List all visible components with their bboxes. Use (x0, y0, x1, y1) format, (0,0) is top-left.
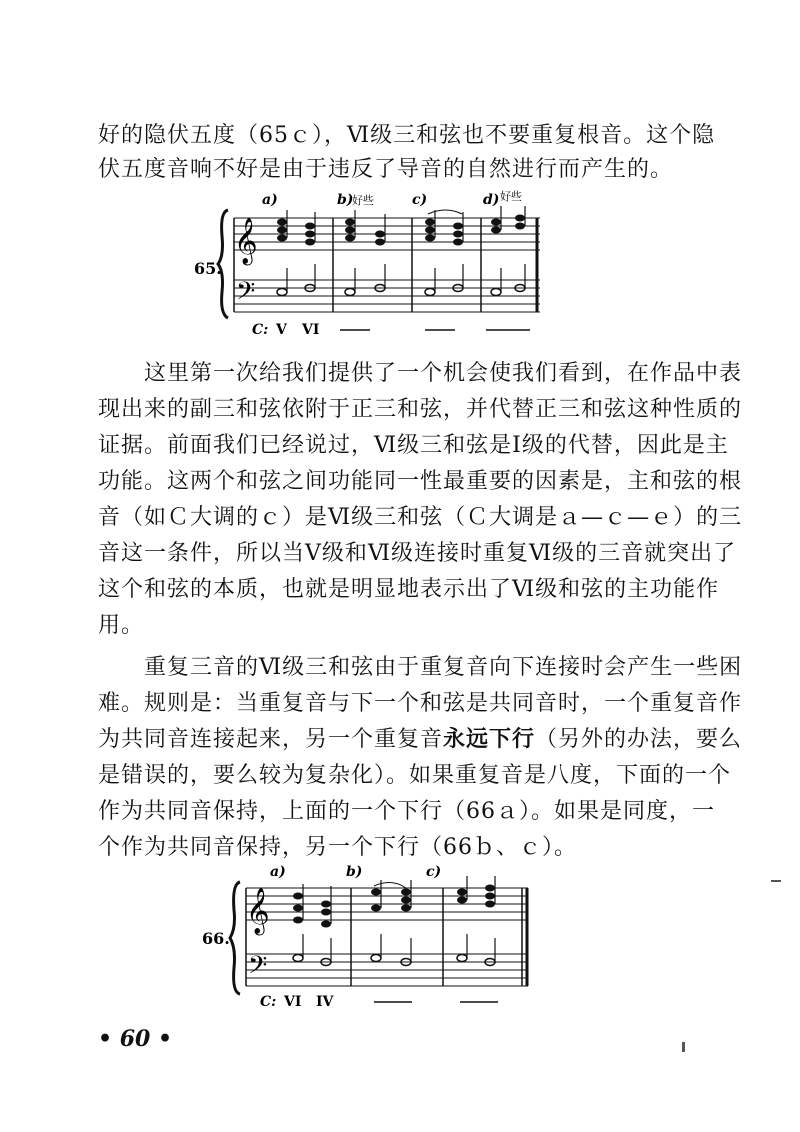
text-line: 好的隐伏五度（65ｃ），Ⅵ级三和弦也不要重复根音。这个隐 (98, 123, 716, 148)
bass-staff (246, 954, 528, 986)
ex66-roman-1: VI (284, 994, 302, 1010)
treble-notes (293, 885, 495, 928)
ex66-key: C: (260, 994, 277, 1010)
text-line: 音（如Ｃ大调的ｃ）是Ⅵ级三和弦（Ｃ大调是ａ—ｃ—ｅ）的三 (98, 505, 743, 530)
text-line: 伏五度音响不好是由于违反了导音的自然进行而产生的。 (98, 157, 674, 182)
ex65-annotation-d: 好些 (500, 190, 522, 203)
ex65-annotation-b: 好些 (352, 194, 374, 207)
ex65-label-a: a) (262, 192, 278, 208)
tie-icon (374, 882, 406, 888)
score-66 (198, 858, 538, 1018)
text-line: 功能。这两个和弦之间功能同一性最重要的因素是，主和弦的根 (98, 469, 743, 494)
ex66-roman-2: IV (316, 994, 334, 1010)
text-line: 这里第一次给我们提供了一个机会使我们看到，在作品中表 (144, 361, 743, 386)
text-line: 证据。前面我们已经说过，Ⅵ级三和弦是Ⅰ级的代替，因此是主 (98, 433, 729, 458)
scan-mark (771, 880, 781, 882)
text-line: 音这一条件，所以当Ⅴ级和Ⅵ级连接时重复Ⅵ级的三音就突出了 (98, 541, 737, 566)
text-span: 为共同音连接起来，另一个重复音 (98, 727, 444, 752)
page-number: • 60 • (98, 1026, 173, 1052)
ex66-label-b: b) (346, 864, 363, 880)
treble-clef-icon: 𝄞 (234, 218, 258, 264)
bass-stems (303, 934, 495, 962)
text-line: 是错误的，要么较为复杂化）。如果重复音是八度，下面的一个 (98, 763, 732, 788)
ex65-number: 65. (194, 259, 222, 278)
ex65-label-c: c) (412, 192, 428, 208)
text-line: 难。规则是：当重复音与下一个和弦是共同音时，一个重复音作 (98, 691, 743, 716)
ex65-key: C: (252, 322, 269, 338)
ex66-label-c: c) (426, 864, 442, 880)
text-line: 用。 (98, 613, 145, 638)
music-example-65 (190, 188, 560, 338)
text-span: （另外的办法，要么 (535, 727, 743, 752)
bass-clef-icon: 𝄢 (248, 951, 268, 986)
bass-notes (293, 955, 495, 966)
treble-stems (287, 206, 525, 242)
barlines (246, 888, 527, 986)
ex66-label-a: a) (270, 864, 286, 880)
ex66-number: 66. (202, 929, 230, 948)
scan-mark (682, 1042, 685, 1052)
score-65 (190, 188, 560, 338)
tie-icon (428, 210, 462, 214)
bass-notes (277, 285, 525, 296)
ex65-label-b: b) (337, 192, 354, 208)
text-line: 个作为共同音保持，另一个下行（66ｂ、ｃ）。 (98, 835, 577, 860)
bold-text: 永远下行 (443, 726, 536, 752)
brace-icon (230, 882, 240, 994)
ex65-roman-2: VI (302, 322, 320, 338)
treble-clef-icon: 𝄞 (246, 888, 270, 934)
brace-icon (218, 210, 228, 318)
music-example-66 (198, 858, 538, 1018)
ex65-roman-1: V (276, 322, 287, 338)
text-line (98, 722, 742, 753)
bass-clef-icon: 𝄢 (236, 277, 256, 312)
text-line: 重复三音的Ⅵ级三和弦由于重复音向下连接时会产生一些困 (144, 655, 743, 680)
treble-notes (277, 215, 525, 246)
text-line: 这个和弦的本质，也就是明显地表示出了Ⅵ级和弦的主功能作 (98, 577, 720, 602)
text-line: 现出来的副三和弦依附于正三和弦，并代替正三和弦这种性质的 (98, 397, 743, 422)
ex65-label-d: d) (483, 192, 500, 208)
text-line: 作为共同音保持，上面的一个下行（66ａ）。如果是同度，一 (98, 799, 715, 824)
